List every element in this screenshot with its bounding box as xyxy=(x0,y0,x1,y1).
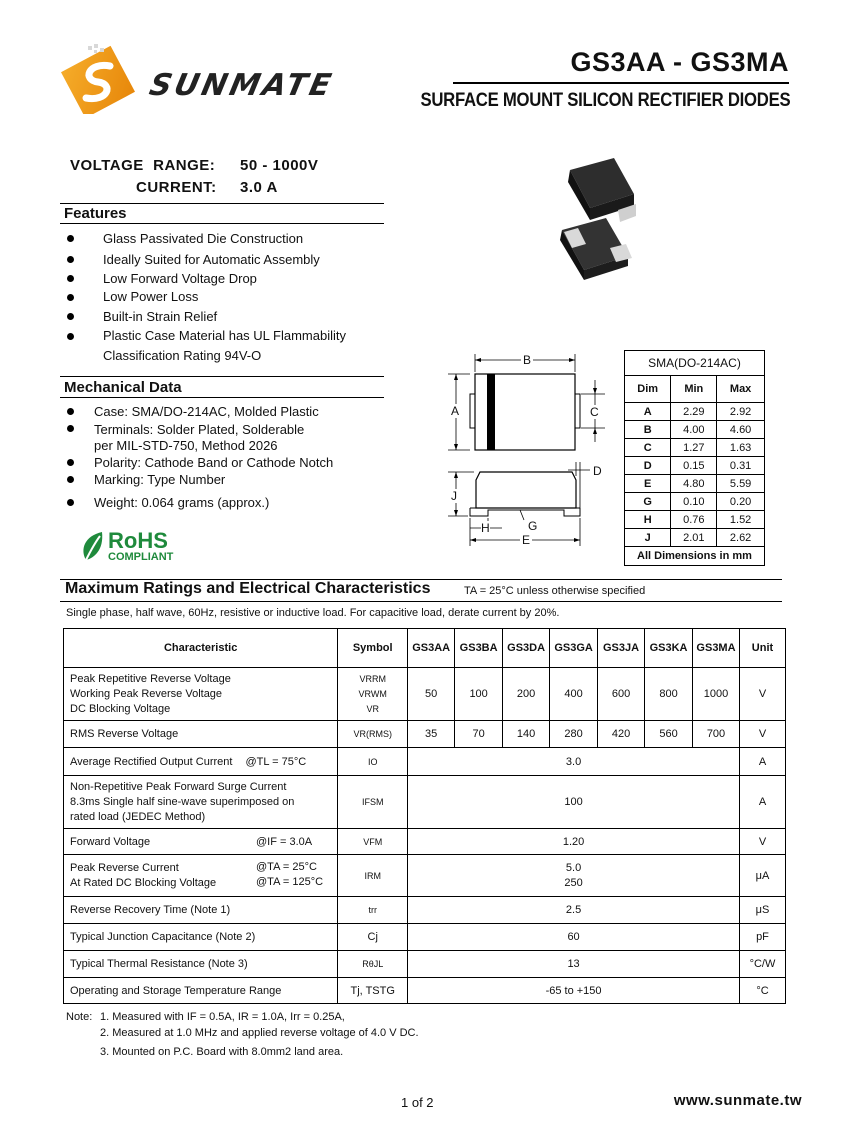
rohs-compliant-text: COMPLIANT xyxy=(108,551,174,563)
characteristic-label: Forward Voltage xyxy=(70,835,151,848)
characteristic-cell xyxy=(64,855,338,897)
symbol-header: Symbol xyxy=(338,629,408,668)
mechanical-bottom-rule xyxy=(60,397,384,398)
characteristic-cell xyxy=(64,748,338,776)
symbol-cell: Tj, TSTG xyxy=(338,978,408,1004)
unit-cell: V xyxy=(739,668,785,721)
min-header: Min xyxy=(671,376,717,403)
table-row xyxy=(625,439,764,457)
brand-name: SUNMATE xyxy=(146,68,337,103)
value-cell: 100 xyxy=(455,668,503,721)
characteristic-cell: RMS Reverse Voltage xyxy=(64,721,338,748)
characteristic-line: DC Blocking Voltage xyxy=(70,702,171,715)
value-line: 5.0 xyxy=(565,861,582,874)
mechanical-item: Marking: Type Number xyxy=(94,472,226,487)
mechanical-item: Terminals: Solder Plated, Solderable xyxy=(94,422,305,437)
mechanical-top-rule xyxy=(60,376,384,377)
dim-cell: A xyxy=(625,403,671,421)
table-row xyxy=(625,529,764,547)
max-cell: 0.20 xyxy=(717,493,764,511)
ratings-header-row xyxy=(64,629,786,668)
symbol-cell: RθJL xyxy=(338,951,408,978)
symbol-cell: VR(RMS) xyxy=(338,721,408,748)
unit-cell: μS xyxy=(739,897,785,924)
value-cell: 35 xyxy=(408,721,455,748)
table-row xyxy=(64,855,786,897)
part-header: GS3BA xyxy=(455,629,503,668)
table-row xyxy=(64,748,786,776)
table-row xyxy=(64,829,786,855)
unit-cell: °C/W xyxy=(739,951,785,978)
dim-cell: B xyxy=(625,421,671,439)
value-cell: 280 xyxy=(550,721,598,748)
rohs-badge xyxy=(80,530,190,566)
mechanical-item: Weight: 0.064 grams (approx.) xyxy=(94,495,270,510)
condition-label: @IF = 3.0A xyxy=(256,835,313,848)
symbol-cell: Cj xyxy=(338,924,408,951)
unit-header: Unit xyxy=(739,629,785,668)
mechanical-item: Case: SMA/DO-214AC, Molded Plastic xyxy=(94,404,319,419)
table-row xyxy=(625,457,764,475)
bullet-icon xyxy=(67,275,74,282)
part-header: GS3AA xyxy=(408,629,455,668)
unit-cell: μA xyxy=(739,855,785,897)
table-row xyxy=(625,511,764,529)
max-cell: 2.62 xyxy=(717,529,764,547)
table-row xyxy=(625,493,764,511)
dim-cell: G xyxy=(625,493,671,511)
table-row xyxy=(64,924,786,951)
characteristic-line: 8.3ms Single half sine-wave superimposed on xyxy=(70,795,295,808)
table-row xyxy=(64,897,786,924)
dimension-table-footer: All Dimensions in mm xyxy=(625,547,764,566)
dim-cell: D xyxy=(625,457,671,475)
value-cell: 420 xyxy=(598,721,645,748)
table-row xyxy=(64,776,786,829)
min-cell: 0.15 xyxy=(671,457,717,475)
unit-cell: A xyxy=(739,776,785,829)
mechanical-title: Mechanical Data xyxy=(64,379,182,396)
bullet-icon xyxy=(67,333,74,340)
dim-label-e: E xyxy=(522,533,531,547)
max-cell: 1.52 xyxy=(717,511,764,529)
unit-cell: °C xyxy=(739,978,785,1004)
table-row xyxy=(64,668,786,721)
bullet-icon xyxy=(67,256,74,263)
page-subtitle: SURFACE MOUNT SILICON RECTIFIER DIODES xyxy=(420,90,790,111)
dim-cell: J xyxy=(625,529,671,547)
part-title: GS3AA - GS3MA xyxy=(570,47,789,77)
current-label: CURRENT: xyxy=(136,179,217,196)
features-title: Features xyxy=(64,205,127,222)
page-number: 1 of 2 xyxy=(401,1095,434,1110)
bullet-icon xyxy=(67,476,74,483)
unit-cell: pF xyxy=(739,924,785,951)
symbol-line: VRWM xyxy=(358,688,387,699)
value-cell: 140 xyxy=(503,721,550,748)
notes-prefix: Note: xyxy=(66,1011,93,1023)
characteristic-cell xyxy=(64,668,338,721)
value-cell: 600 xyxy=(598,668,645,721)
features-bottom-rule xyxy=(60,223,384,224)
bullet-icon xyxy=(67,294,74,301)
dim-label-d: D xyxy=(593,464,602,478)
note-item: 1. Measured with IF = 0.5A, IR = 1.0A, Irr = 0.25A, xyxy=(100,1011,345,1023)
symbol-cell xyxy=(338,668,408,721)
unit-cell: V xyxy=(739,829,785,855)
note-item: 2. Measured at 1.0 MHz and applied reverse voltage of 4.0 V DC. xyxy=(100,1027,419,1039)
characteristic-cell xyxy=(64,829,338,855)
symbol-line: VRRM xyxy=(359,673,386,684)
max-cell: 0.31 xyxy=(717,457,764,475)
value-cell: 13 xyxy=(408,951,740,978)
ratings-bottom-rule xyxy=(60,601,782,602)
voltage-range-label: VOLTAGE RANGE: xyxy=(70,157,216,174)
characteristic-cell: Operating and Storage Temperature Range xyxy=(64,978,338,1004)
bullet-icon xyxy=(67,499,74,506)
value-cell: 200 xyxy=(503,668,550,721)
feature-item: Ideally Suited for Automatic Assembly xyxy=(103,252,320,267)
value-line: 250 xyxy=(564,876,583,889)
symbol-cell: IRM xyxy=(338,855,408,897)
min-cell: 2.01 xyxy=(671,529,717,547)
rohs-text: RoHS xyxy=(108,528,168,553)
dim-label-a: A xyxy=(451,404,460,418)
bullet-icon xyxy=(67,459,74,466)
table-row xyxy=(625,403,764,421)
dimension-table xyxy=(625,376,764,565)
bullet-icon xyxy=(67,408,74,415)
max-header: Max xyxy=(717,376,764,403)
ratings-condition: TA = 25°C unless otherwise specified xyxy=(464,585,646,597)
note-item: 3. Mounted on P.C. Board with 8.0mm2 land area. xyxy=(100,1046,344,1058)
characteristic-line: At Rated DC Blocking Voltage xyxy=(70,876,217,889)
value-cell: 2.5 xyxy=(408,897,740,924)
max-cell: 2.92 xyxy=(717,403,764,421)
dim-label-h: H xyxy=(481,521,490,535)
part-header: GS3GA xyxy=(550,629,598,668)
condition-label: @TA = 25°C xyxy=(256,861,317,873)
min-cell: 0.76 xyxy=(671,511,717,529)
value-cell: 60 xyxy=(408,924,740,951)
characteristic-cell: Typical Junction Capacitance (Note 2) xyxy=(64,924,338,951)
max-cell: 4.60 xyxy=(717,421,764,439)
bullet-icon xyxy=(67,235,74,242)
current-value: 3.0 A xyxy=(240,179,278,196)
min-cell: 0.10 xyxy=(671,493,717,511)
voltage-range-value: 50 - 1000V xyxy=(240,157,319,174)
dim-label-g: G xyxy=(528,519,538,533)
dim-cell: E xyxy=(625,475,671,493)
value-cell: 1000 xyxy=(693,668,740,721)
table-row xyxy=(64,721,786,748)
symbol-cell: trr xyxy=(338,897,408,924)
table-row xyxy=(625,547,764,566)
min-cell: 4.00 xyxy=(671,421,717,439)
value-cell: 400 xyxy=(550,668,598,721)
value-cell: -65 to +150 xyxy=(408,978,740,1004)
features-top-rule xyxy=(60,203,384,204)
part-header: GS3KA xyxy=(645,629,693,668)
feature-item: Low Power Loss xyxy=(103,289,199,304)
feature-item: Classification Rating 94V-O xyxy=(103,348,262,363)
website-link[interactable]: www.sunmate.tw xyxy=(673,1092,802,1109)
value-cell: 700 xyxy=(693,721,740,748)
dimension-table-title: SMA(DO-214AC) xyxy=(625,351,764,376)
characteristic-line: Working Peak Reverse Voltage xyxy=(70,687,223,700)
min-cell: 4.80 xyxy=(671,475,717,493)
dim-header: Dim xyxy=(625,376,671,403)
ratings-title: Maximum Ratings and Electrical Characteristics xyxy=(65,580,431,597)
symbol-cell: IO xyxy=(338,748,408,776)
package-drawing xyxy=(440,350,610,550)
value-cell: 50 xyxy=(408,668,455,721)
value-cell: 100 xyxy=(408,776,740,829)
feature-item: Plastic Case Material has UL Flammability xyxy=(103,328,346,343)
value-cell: 3.0 xyxy=(408,748,740,776)
condition-label: @TL = 75°C xyxy=(245,755,307,768)
feature-item: Glass Passivated Die Construction xyxy=(103,231,304,246)
dimension-table-box xyxy=(624,350,765,566)
table-row xyxy=(64,978,786,1004)
bullet-icon xyxy=(67,425,74,432)
characteristic-line: Peak Repetitive Reverse Voltage xyxy=(70,672,231,685)
brand-logo xyxy=(58,44,337,114)
min-cell: 2.29 xyxy=(671,403,717,421)
max-cell: 1.63 xyxy=(717,439,764,457)
leaf-icon xyxy=(80,530,106,564)
value-cell: 800 xyxy=(645,668,693,721)
feature-item: Built-in Strain Relief xyxy=(103,309,218,324)
symbol-line: VR xyxy=(366,703,379,714)
ratings-note-line: Single phase, half wave, 60Hz, resistive or inductive load. For capacitive load, derate current by 20%. xyxy=(66,607,560,619)
symbol-cell: VFM xyxy=(338,829,408,855)
value-cell: 70 xyxy=(455,721,503,748)
characteristic-cell: Reverse Recovery Time (Note 1) xyxy=(64,897,338,924)
min-cell: 1.27 xyxy=(671,439,717,457)
table-row xyxy=(625,421,764,439)
title-divider xyxy=(453,82,789,84)
dim-label-b: B xyxy=(523,353,532,367)
value-cell xyxy=(408,855,740,897)
characteristic-line: rated load (JEDEC Method) xyxy=(70,810,206,823)
characteristic-label: Average Rectified Output Current xyxy=(70,755,233,768)
characteristic-cell xyxy=(64,776,338,829)
unit-cell: A xyxy=(739,748,785,776)
characteristic-header: Characteristic xyxy=(64,629,338,668)
ratings-table xyxy=(63,628,786,1004)
symbol-cell: IFSM xyxy=(338,776,408,829)
table-row xyxy=(64,951,786,978)
feature-item: Low Forward Voltage Drop xyxy=(103,271,257,286)
dim-label-c: C xyxy=(590,405,599,419)
bullet-icon xyxy=(67,313,74,320)
sunmate-logo-icon xyxy=(58,44,148,114)
part-header: GS3JA xyxy=(598,629,645,668)
dim-label-j: J xyxy=(451,489,457,503)
characteristic-cell: Typical Thermal Resistance (Note 3) xyxy=(64,951,338,978)
dim-cell: C xyxy=(625,439,671,457)
characteristic-line: Peak Reverse Current xyxy=(70,861,179,874)
characteristic-line: Non-Repetitive Peak Forward Surge Current xyxy=(70,780,287,793)
dimension-table-header xyxy=(625,376,764,403)
package-photo xyxy=(548,152,648,292)
dim-cell: H xyxy=(625,511,671,529)
table-row xyxy=(625,475,764,493)
mechanical-item: per MIL-STD-750, Method 2026 xyxy=(94,438,278,453)
mechanical-item: Polarity: Cathode Band or Cathode Notch xyxy=(94,455,334,470)
part-header: GS3DA xyxy=(503,629,550,668)
unit-cell: V xyxy=(739,721,785,748)
max-cell: 5.59 xyxy=(717,475,764,493)
value-cell: 560 xyxy=(645,721,693,748)
value-cell: 1.20 xyxy=(408,829,740,855)
part-header: GS3MA xyxy=(693,629,740,668)
condition-label: @TA = 125°C xyxy=(256,876,324,888)
